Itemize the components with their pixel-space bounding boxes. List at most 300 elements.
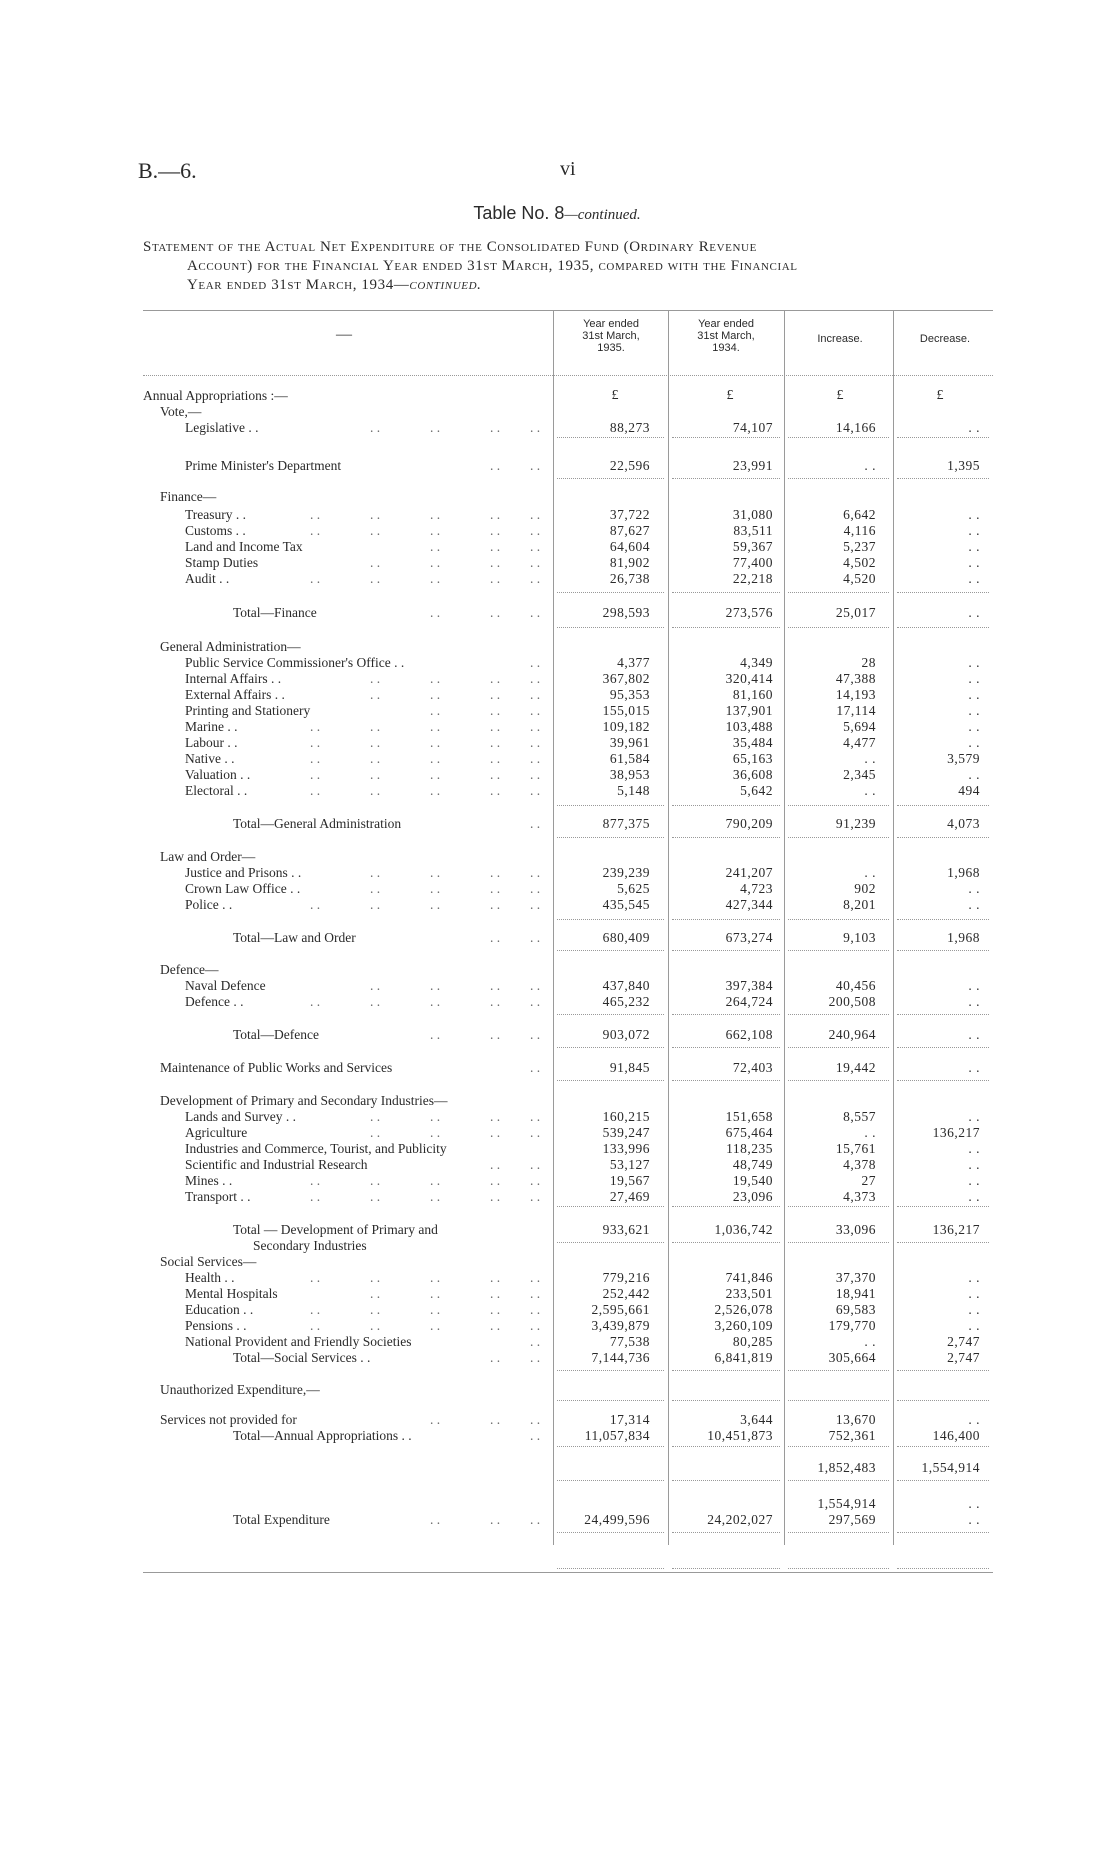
leader-dots: . . (370, 751, 381, 766)
leader-dots: . . (430, 507, 441, 522)
group-separator (557, 837, 664, 838)
leader-dots: . . (490, 420, 501, 435)
leader-dots: . . (490, 1286, 501, 1301)
col-header-decrease: Decrease. (919, 333, 971, 345)
table-row (0, 1382, 1114, 1398)
cell-c4: 3,579 (947, 751, 980, 766)
leader-dots: . . (530, 1125, 541, 1140)
table-row (0, 962, 1114, 978)
leader-dots: . . (370, 1189, 381, 1204)
cell-c4: . . (968, 1027, 980, 1042)
leader-dots: . . (530, 1350, 541, 1365)
cell-c3: 179,770 (828, 1318, 876, 1333)
table-row (0, 816, 1114, 832)
group-separator (788, 919, 889, 920)
col-header-1934: Year ended 31st March, 1934. (697, 318, 755, 354)
cell-c3: 19,442 (835, 1060, 876, 1075)
row-label: Stamp Duties (185, 555, 259, 570)
leader-dots: . . (530, 420, 541, 435)
cell-c2: 48,749 (732, 1157, 773, 1172)
cell-c4: . . (968, 1270, 980, 1285)
group-separator (672, 1014, 780, 1015)
cell-c3: 902 (854, 881, 876, 896)
cell-c4: . . (968, 507, 980, 522)
table-row (0, 767, 1114, 783)
group-separator (788, 437, 889, 438)
currency-col-4: £ (936, 388, 944, 403)
leader-dots: . . (530, 507, 541, 522)
table-row (0, 1254, 1114, 1270)
table-top-rule (143, 310, 993, 311)
leader-dots: . . (310, 767, 321, 782)
cell-c2: 673,274 (725, 930, 773, 945)
row-label: Industries and Commerce, Tourist, and Publicity (185, 1141, 447, 1156)
cell-c2: 1,036,742 (714, 1222, 773, 1237)
leader-dots: . . (490, 751, 501, 766)
group-separator (672, 1206, 780, 1207)
cell-c4: . . (968, 1157, 980, 1172)
leader-dots: . . (530, 930, 541, 945)
table-row (0, 978, 1114, 994)
cell-c2: 675,464 (725, 1125, 773, 1140)
cell-c2: 35,484 (732, 735, 773, 750)
cell-c3: 25,017 (835, 605, 876, 620)
row-label: Scientific and Industrial Research (185, 1157, 368, 1172)
cell-c3: 33,096 (835, 1222, 876, 1237)
cell-c1: 933,621 (602, 1222, 650, 1237)
row-label: Agriculture (185, 1125, 248, 1140)
leader-dots: . . (430, 555, 441, 570)
group-separator (897, 950, 989, 951)
row-label: Mines . . (185, 1173, 233, 1188)
leader-dots: . . (370, 783, 381, 798)
cell-c1: 3,439,879 (591, 1318, 650, 1333)
group-separator (672, 1047, 780, 1048)
table-row (0, 1512, 1114, 1528)
row-label: Valuation . . (185, 767, 251, 782)
cell-c2: 4,349 (740, 655, 773, 670)
group-separator (788, 1080, 889, 1081)
cell-c2: 59,367 (732, 539, 773, 554)
cell-c1: 53,127 (609, 1157, 650, 1172)
leader-dots: . . (310, 735, 321, 750)
cell-c4: . . (968, 1302, 980, 1317)
cell-c4: . . (968, 523, 980, 538)
table-title-suffix: —continued. (564, 207, 641, 223)
leader-dots: . . (430, 1302, 441, 1317)
cell-c3: 4,373 (843, 1189, 876, 1204)
cell-c4: . . (968, 1173, 980, 1188)
group-separator (897, 1014, 989, 1015)
group-separator (788, 1242, 889, 1243)
table-row (0, 751, 1114, 767)
cell-c4: . . (968, 1286, 980, 1301)
cell-c1: 17,314 (609, 1412, 650, 1427)
group-separator (788, 1568, 889, 1569)
leader-dots: . . (490, 1189, 501, 1204)
cell-c2: 74,107 (732, 420, 773, 435)
leader-dots: . . (490, 1157, 501, 1172)
group-separator (672, 1242, 780, 1243)
row-label: Total—Law and Order (233, 930, 356, 945)
cell-c3: 37,370 (835, 1270, 876, 1285)
row-label: Police . . (185, 897, 233, 912)
leader-dots: . . (310, 571, 321, 586)
group-separator (557, 805, 664, 806)
cell-c3: . . (864, 1125, 876, 1140)
leader-dots: . . (530, 1157, 541, 1172)
group-separator (672, 478, 780, 479)
cell-c2: 24,202,027 (707, 1512, 773, 1527)
table-row (0, 605, 1114, 621)
group-separator (557, 1480, 664, 1481)
cell-c2: 118,235 (726, 1141, 773, 1156)
leader-dots: . . (530, 1189, 541, 1204)
group-separator (788, 1400, 889, 1401)
table-row (0, 1496, 1114, 1512)
cell-c3: 27 (861, 1173, 876, 1188)
page-number: vi (560, 158, 576, 180)
leader-dots: . . (490, 735, 501, 750)
leader-dots: . . (430, 671, 441, 686)
group-separator (672, 950, 780, 951)
cell-c4: 1,395 (947, 458, 980, 473)
row-label: Total—Defence (233, 1027, 320, 1042)
statement-line-2: Account) for the Financial Year ended 31st March, 1935, compared with the Financial (187, 258, 798, 274)
leader-dots: . . (530, 735, 541, 750)
cell-c1: 160,215 (602, 1109, 650, 1124)
leader-dots: . . (530, 605, 541, 620)
leader-dots: . . (370, 555, 381, 570)
cell-c3: 5,694 (843, 719, 876, 734)
cell-c1: 539,247 (602, 1125, 650, 1140)
row-label: Lands and Survey . . (185, 1109, 296, 1124)
cell-c3: 5,237 (843, 539, 876, 554)
leader-dots: . . (490, 507, 501, 522)
cell-c4: . . (968, 1060, 980, 1075)
currency-col-2: £ (726, 388, 734, 403)
table-row (0, 703, 1114, 719)
leader-dots: . . (310, 751, 321, 766)
group-separator (897, 919, 989, 920)
group-separator (557, 1047, 664, 1048)
leader-dots: . . (430, 687, 441, 702)
cell-c1: 133,996 (602, 1141, 650, 1156)
group-separator (788, 837, 889, 838)
cell-c2: 23,991 (732, 458, 773, 473)
leader-dots: . . (430, 994, 441, 1009)
leader-dots: . . (490, 571, 501, 586)
cell-c4: . . (968, 767, 980, 782)
leader-dots: . . (530, 978, 541, 993)
cell-c1: 81,902 (609, 555, 650, 570)
leader-dots: . . (430, 1125, 441, 1140)
group-separator (672, 592, 780, 593)
cell-c2: 3,644 (740, 1412, 773, 1427)
group-separator (897, 1532, 989, 1533)
table-row (0, 655, 1114, 671)
cell-c2: 19,540 (732, 1173, 773, 1188)
cell-c2: 5,642 (740, 783, 773, 798)
group-separator (897, 478, 989, 479)
statement-line-3-italic: continued. (409, 277, 482, 293)
cell-c2: 151,658 (725, 1109, 773, 1124)
statement-line-3 (143, 276, 993, 295)
leader-dots: . . (310, 1302, 321, 1317)
cell-c1: 7,144,736 (591, 1350, 650, 1365)
cell-c4: . . (968, 1109, 980, 1124)
group-separator (788, 592, 889, 593)
leader-dots: . . (530, 897, 541, 912)
cell-c3: 240,964 (828, 1027, 876, 1042)
cell-c4: . . (968, 703, 980, 718)
cell-c3: 4,477 (843, 735, 876, 750)
leader-dots: . . (530, 1060, 541, 1075)
row-label: Internal Affairs . . (185, 671, 282, 686)
table-row (0, 897, 1114, 913)
leader-dots: . . (530, 655, 541, 670)
header-dash: — (336, 326, 352, 343)
cell-c2: 241,207 (725, 865, 773, 880)
cell-c2: 264,724 (725, 994, 773, 1009)
group-separator (557, 1242, 664, 1243)
leader-dots: . . (530, 1318, 541, 1333)
leader-dots: . . (530, 783, 541, 798)
statement-line-1: Statement of the Actual Net Expenditure of the Consolidated Fund (Ordinary Revenue (143, 239, 757, 255)
group-separator (557, 1532, 664, 1533)
leader-dots: . . (370, 865, 381, 880)
cell-c2: 80,285 (732, 1334, 773, 1349)
table-row (0, 1318, 1114, 1334)
cell-c3: 69,583 (835, 1302, 876, 1317)
leader-dots: . . (370, 687, 381, 702)
col-header-1935: Year ended 31st March, 1935. (582, 318, 640, 354)
cell-c1: 239,239 (602, 865, 650, 880)
row-label: Social Services— (160, 1254, 257, 1269)
leader-dots: . . (430, 783, 441, 798)
table-row (0, 994, 1114, 1010)
cell-c3: 8,557 (843, 1109, 876, 1124)
cell-c2: 6,841,819 (714, 1350, 773, 1365)
cell-c3: 2,345 (843, 767, 876, 782)
table-row (0, 783, 1114, 799)
cell-c1: 252,442 (602, 1286, 650, 1301)
table-row (0, 1109, 1114, 1125)
cell-c3: 1,852,483 (817, 1460, 876, 1475)
table-row (0, 539, 1114, 555)
table-row (0, 930, 1114, 946)
group-separator (788, 1532, 889, 1533)
cell-c2: 790,209 (725, 816, 773, 831)
group-separator (672, 837, 780, 838)
cell-c3: . . (864, 865, 876, 880)
leader-dots: . . (530, 816, 541, 831)
table-row (0, 849, 1114, 865)
cell-c2: 233,501 (725, 1286, 773, 1301)
cell-c1: 22,596 (609, 458, 650, 473)
cell-c3: 8,201 (843, 897, 876, 912)
table-row (0, 1173, 1114, 1189)
cell-c3: 200,508 (828, 994, 876, 1009)
table-row (0, 865, 1114, 881)
leader-dots: . . (370, 1302, 381, 1317)
row-label: Defence— (160, 962, 219, 977)
row-label: Total—General Administration (233, 816, 402, 831)
leader-dots: . . (370, 571, 381, 586)
cell-c3: 4,502 (843, 555, 876, 570)
cell-c4: 1,968 (947, 930, 980, 945)
cell-c1: 38,953 (609, 767, 650, 782)
cell-c1: 2,595,661 (591, 1302, 650, 1317)
group-separator (557, 1568, 664, 1569)
leader-dots: . . (530, 555, 541, 570)
cell-c3: 18,941 (835, 1286, 876, 1301)
table-row (0, 1302, 1114, 1318)
row-label: Crown Law Office . . (185, 881, 301, 896)
leader-dots: . . (430, 751, 441, 766)
leader-dots: . . (530, 458, 541, 473)
group-separator (897, 627, 989, 628)
leader-dots: . . (490, 703, 501, 718)
statement-line-3-text: Year ended 31st March, 1934— (187, 277, 410, 293)
group-separator (557, 1400, 664, 1401)
leader-dots: . . (490, 1027, 501, 1042)
group-separator (672, 627, 780, 628)
row-label: Total — Development of Primary and (233, 1222, 438, 1237)
row-label: Labour . . (185, 735, 238, 750)
row-label: Total—Annual Appropriations . . (233, 1428, 412, 1443)
cell-c4: . . (968, 420, 980, 435)
group-separator (557, 478, 664, 479)
row-label: Development of Primary and Secondary Industries— (160, 1093, 448, 1108)
leader-dots: . . (490, 1318, 501, 1333)
group-separator (897, 1080, 989, 1081)
group-separator (557, 1080, 664, 1081)
row-label: External Affairs . . (185, 687, 285, 702)
leader-dots: . . (430, 539, 441, 554)
row-label: Total Expenditure (233, 1512, 330, 1527)
cell-c1: 465,232 (602, 994, 650, 1009)
group-separator (672, 1480, 780, 1481)
table-row (0, 388, 1114, 404)
table-row (0, 1060, 1114, 1076)
table-row (0, 719, 1114, 735)
row-label: Justice and Prisons . . (185, 865, 302, 880)
cell-c3: 28 (861, 655, 876, 670)
leader-dots: . . (530, 1286, 541, 1301)
cell-c3: 4,116 (843, 523, 876, 538)
page-reference: B.—6. (138, 158, 197, 183)
row-label: Legislative . . (185, 420, 259, 435)
cell-c3: 297,569 (828, 1512, 876, 1527)
group-separator (672, 919, 780, 920)
leader-dots: . . (430, 1109, 441, 1124)
cell-c1: 367,802 (602, 671, 650, 686)
cell-c4: . . (968, 897, 980, 912)
leader-dots: . . (370, 1109, 381, 1124)
leader-dots: . . (530, 1302, 541, 1317)
leader-dots: . . (530, 1428, 541, 1443)
cell-c2: 31,080 (732, 507, 773, 522)
leader-dots: . . (430, 1189, 441, 1204)
cell-c4: . . (968, 994, 980, 1009)
table-row (0, 1334, 1114, 1350)
leader-dots: . . (310, 994, 321, 1009)
cell-c4: . . (968, 1189, 980, 1204)
leader-dots: . . (370, 735, 381, 750)
leader-dots: . . (430, 1173, 441, 1188)
cell-c3: 6,642 (843, 507, 876, 522)
leader-dots: . . (490, 930, 501, 945)
cell-c1: 298,593 (602, 605, 650, 620)
cell-c3: 17,114 (836, 703, 876, 718)
cell-c2: 137,901 (725, 703, 773, 718)
cell-c3: 15,761 (835, 1141, 876, 1156)
group-separator (557, 1014, 664, 1015)
group-separator (897, 1568, 989, 1569)
leader-dots: . . (490, 1270, 501, 1285)
currency-col-3: £ (836, 388, 844, 403)
leader-dots: . . (370, 719, 381, 734)
leader-dots: . . (530, 1334, 541, 1349)
cell-c2: 3,260,109 (714, 1318, 773, 1333)
leader-dots: . . (310, 507, 321, 522)
cell-c2: 23,096 (732, 1189, 773, 1204)
leader-dots: . . (370, 1125, 381, 1140)
table-row (0, 420, 1114, 436)
cell-c4: . . (968, 881, 980, 896)
leader-dots: . . (490, 555, 501, 570)
row-label: Naval Defence (185, 978, 266, 993)
cell-c4: . . (968, 1512, 980, 1527)
cell-c4: 146,400 (932, 1428, 980, 1443)
group-separator (788, 1206, 889, 1207)
leader-dots: . . (370, 523, 381, 538)
leader-dots: . . (530, 767, 541, 782)
cell-c1: 77,538 (609, 1334, 650, 1349)
group-separator (672, 437, 780, 438)
group-separator (557, 950, 664, 951)
cell-c2: 83,511 (733, 523, 773, 538)
leader-dots: . . (530, 1109, 541, 1124)
cell-c2: 320,414 (725, 671, 773, 686)
cell-c2: 4,723 (740, 881, 773, 896)
cell-c1: 88,273 (609, 420, 650, 435)
leader-dots: . . (490, 881, 501, 896)
cell-c4: 4,073 (947, 816, 980, 831)
leader-dots: . . (530, 687, 541, 702)
group-separator (788, 1446, 889, 1447)
row-label: Marine . . (185, 719, 238, 734)
group-separator (672, 1080, 780, 1081)
leader-dots: . . (530, 1270, 541, 1285)
cell-c1: 39,961 (609, 735, 650, 750)
cell-c3: 13,670 (835, 1412, 876, 1427)
leader-dots: . . (530, 539, 541, 554)
leader-dots: . . (490, 1125, 501, 1140)
group-separator (788, 1480, 889, 1481)
leader-dots: . . (530, 1512, 541, 1527)
leader-dots: . . (490, 897, 501, 912)
row-label: Electoral . . (185, 783, 248, 798)
cell-c3: 14,166 (835, 420, 876, 435)
leader-dots: . . (490, 865, 501, 880)
cell-c4: 1,968 (947, 865, 980, 880)
group-separator (672, 1532, 780, 1533)
leader-dots: . . (430, 735, 441, 750)
cell-c3: 752,361 (828, 1428, 876, 1443)
row-label: Printing and Stationery (185, 703, 311, 718)
